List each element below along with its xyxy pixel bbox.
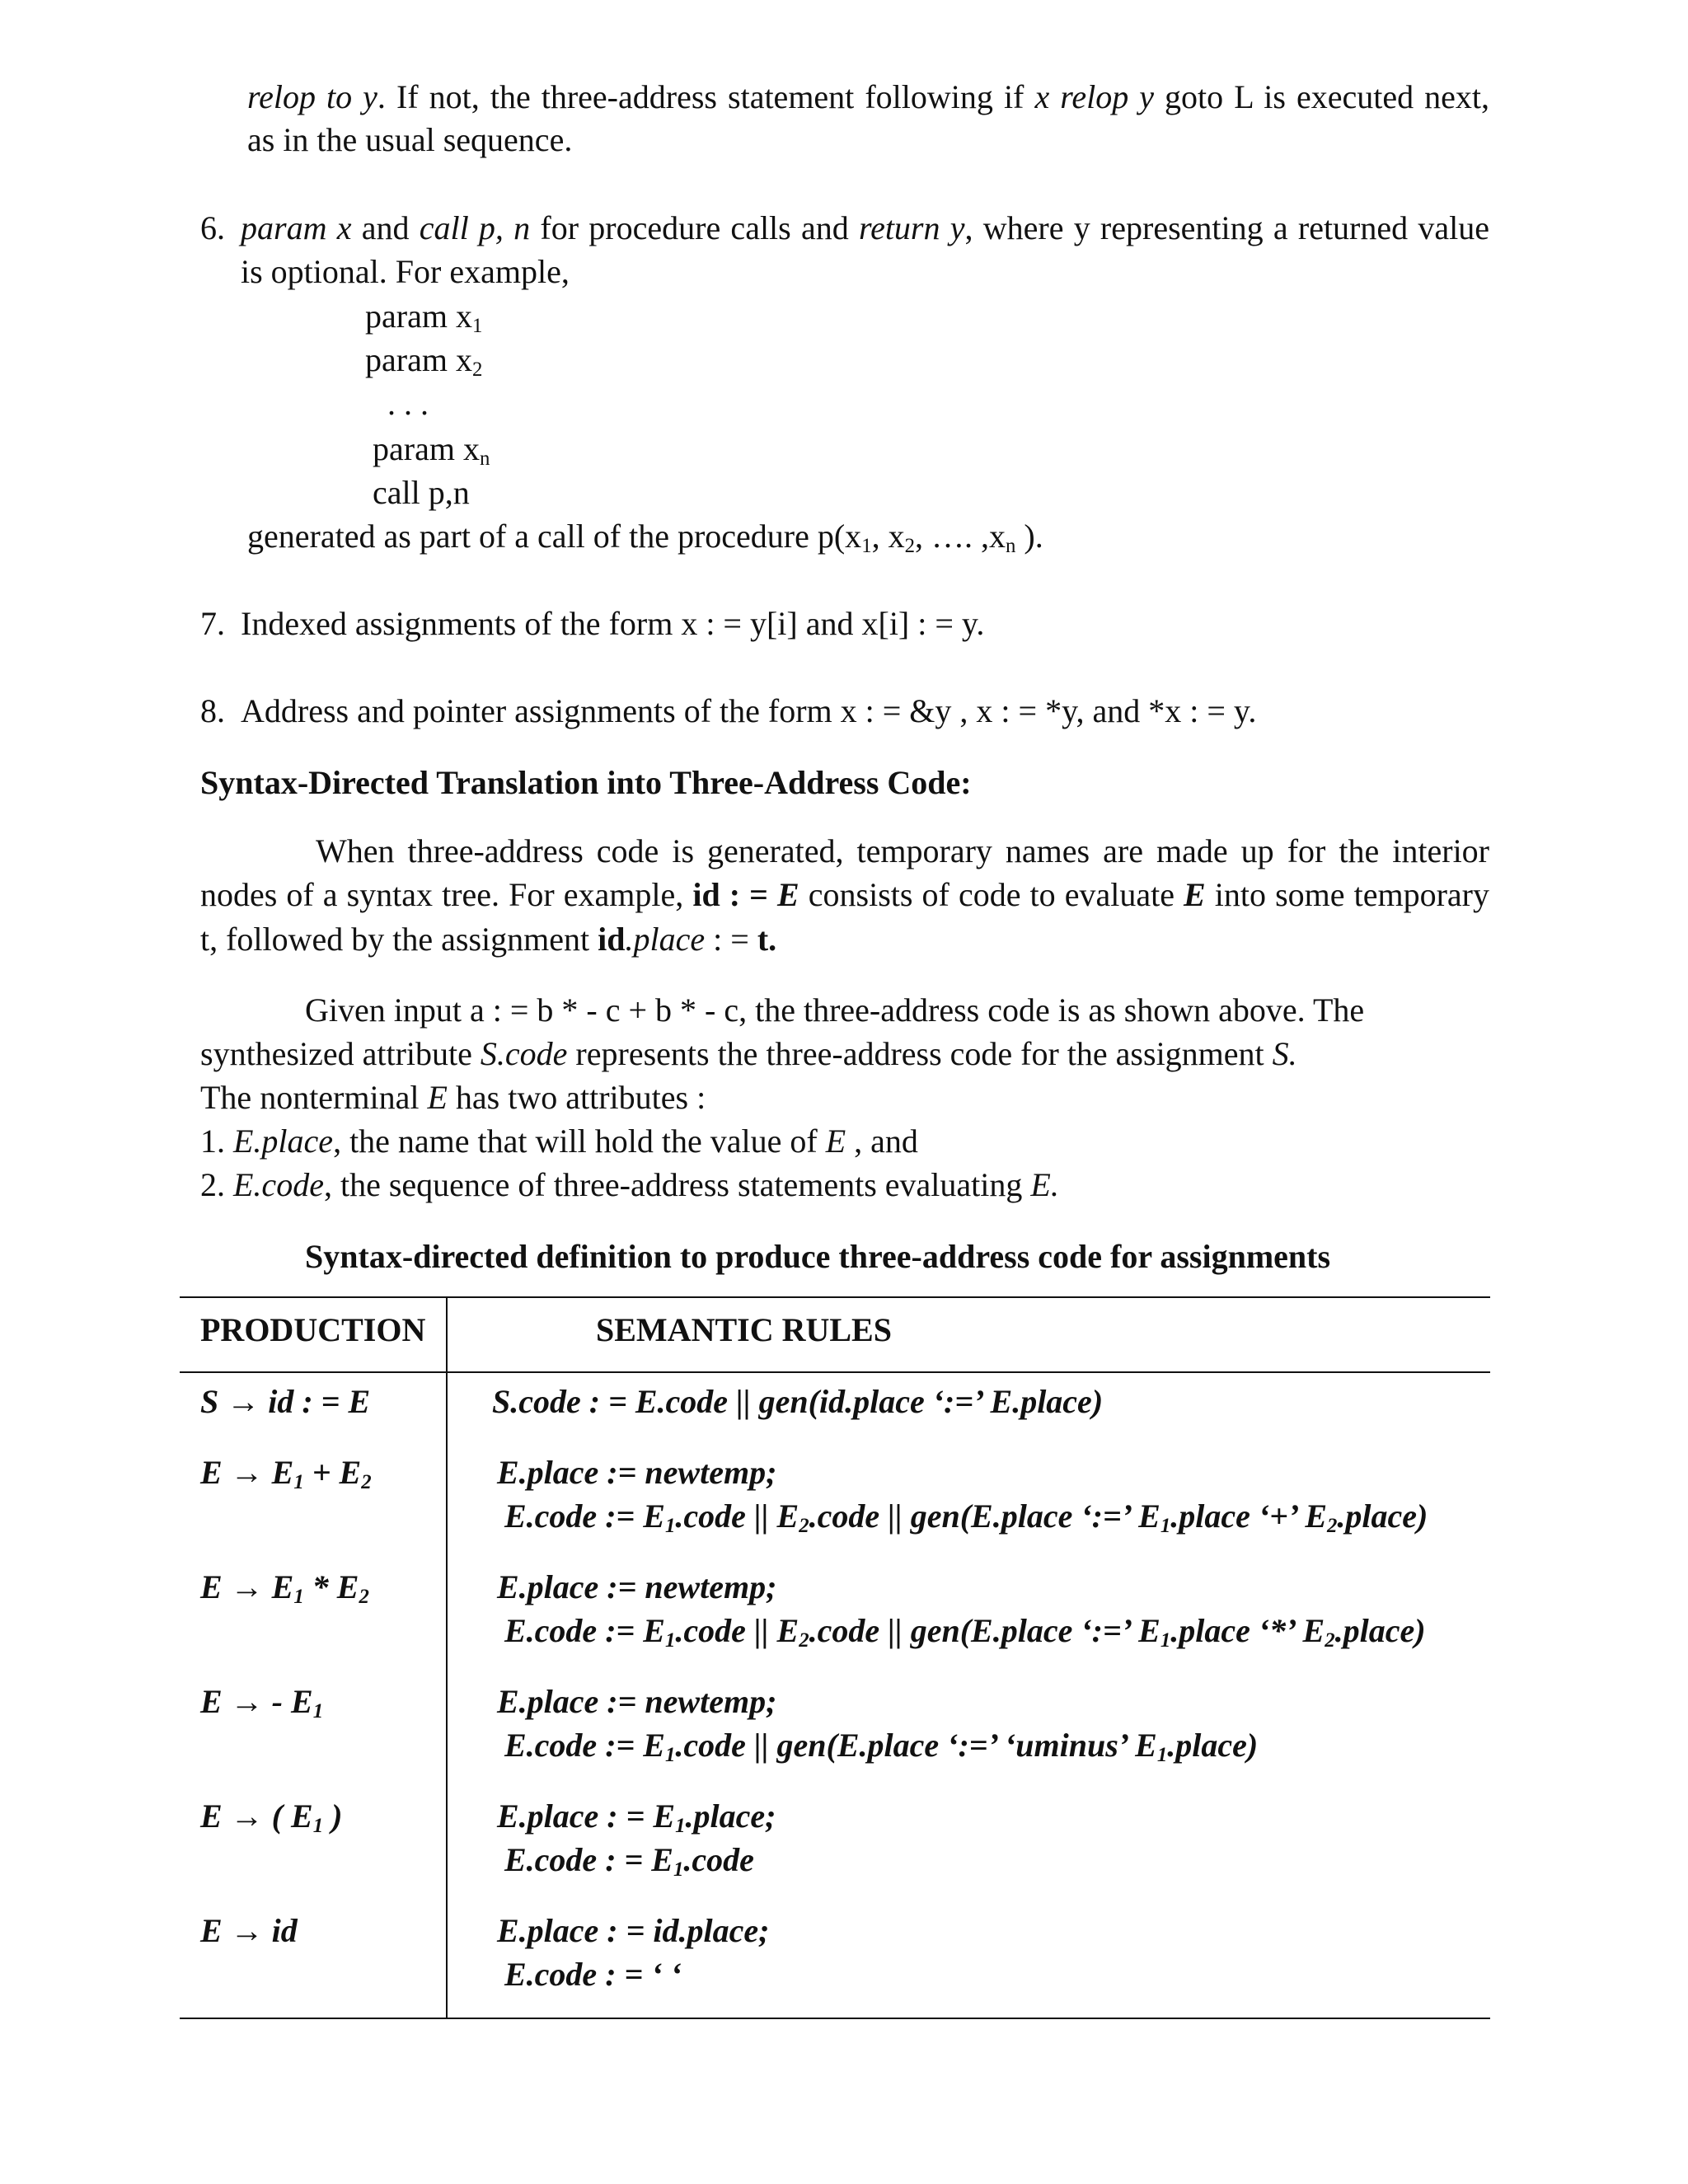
item-7-text: Indexed assignments of the form x : = y[i] and x[i] : = y. [241,605,985,642]
row-2-rule-2: E.code := $E_1.code$ || $E_2.code$ || gen(E.place ‘:=’ $E_1.place$ ‘+’ $E_2.place$) [504,1497,1428,1538]
row-4-production: E → - $E_1$ [200,1683,324,1723]
code-ellipsis: . . . [387,385,429,422]
code-param-x1: param $x_1$ [365,298,483,338]
table-column-divider [446,1296,448,2019]
item-8-text: Address and pointer assignments of the form x : = &y , x : = *y, and *x : = y. [241,692,1257,729]
row-5-rule-1: E.place : = $E_1.place$; [497,1797,776,1838]
item-6-line-1: param x and call p, n for procedure calls and return y, where y representing a returned value [241,209,1489,246]
para-1-line-2: nodes of a syntax tree. For example, id : = E consists of code to evaluate E into some temporary [200,876,1489,913]
row-1-rule: S.code : = E.code || gen(id.place ‘:=’ E.place) [492,1383,1104,1420]
item-6-line-2: is optional. For example, [241,253,570,290]
row-2-production: $E \to E_1 + E_2$ [200,1454,372,1494]
row-6-production: E → id [200,1912,298,1949]
item-8-number: 8. [200,692,225,729]
table-header-rule [180,1371,1490,1373]
item-7-number: 7. [200,605,225,642]
code-param-xn: param $x_n$ [373,430,490,471]
intro-line-2: as in the usual sequence. [247,121,573,158]
para-2-line-3: The nonterminal E has two attributes : [200,1079,706,1116]
para-1-line-1: When three-address code is generated, temporary names are made up for the interior [316,832,1489,869]
row-3-rule-1: E.place := newtemp; [497,1568,777,1605]
row-3-production: $E \to E_1 * E_2$ [200,1568,369,1609]
row-5-rule-2: E.code : = $E_1.code$ [504,1841,754,1882]
para-2-line-4: 1. E.place, the name that will hold the value of E , and [200,1122,918,1160]
code-param-x2: param $x_2$ [365,341,483,382]
row-4-rule-2: E.code := $E_1.code$ || gen(E.place ‘:=’ ‘uminus’ $E_1.place$) [504,1727,1259,1767]
para-2-line-1: Given input a : = b * - c + b * - c, the three-address code is as shown above. The [305,991,1365,1029]
table-caption: Syntax-directed definition to produce three-address code for assignments [305,1238,1331,1275]
table-bottom-rule [180,2018,1490,2019]
col-header-production: PRODUCTION [200,1311,426,1348]
row-2-rule-1: E.place := newtemp; [497,1454,777,1491]
generated-line: generated as part of a call of the procedure $p(x_1$, $x_2$, …. $,x_n$ ). [247,518,1043,558]
intro-line-1: relop to y. If not, the three-address statement following if x relop y goto L is executed next, [247,78,1489,115]
item-6-number: 6. [200,209,225,246]
row-6-rule-1: E.place : = id.place; [497,1912,770,1949]
row-3-rule-2: E.code := $E_1.code$ || $E_2.code$ || gen(E.place ‘:=’ $E_1.place$ ‘*’ $E_2.place$) [504,1612,1426,1652]
row-1-production: S → id : = E [200,1383,371,1420]
col-header-semantic-rules: SEMANTIC RULES [596,1311,892,1348]
row-6-rule-2: E.code : = ‘ ‘ [504,1956,682,1993]
row-5-production: E → ( $E_1$ ) [200,1797,343,1838]
table-top-rule [180,1296,1490,1298]
para-2-line-2: synthesized attribute S.code represents the three-address code for the assignment S. [200,1035,1297,1072]
row-4-rule-1: E.place := newtemp; [497,1683,777,1720]
para-2-line-5: 2. E.code, the sequence of three-address statements evaluating E. [200,1166,1059,1203]
code-call: call p,n [373,474,470,511]
para-1-line-3: t, followed by the assignment id.place : = t. [200,921,777,958]
section-heading: Syntax-Directed Translation into Three-Address Code: [200,764,972,801]
